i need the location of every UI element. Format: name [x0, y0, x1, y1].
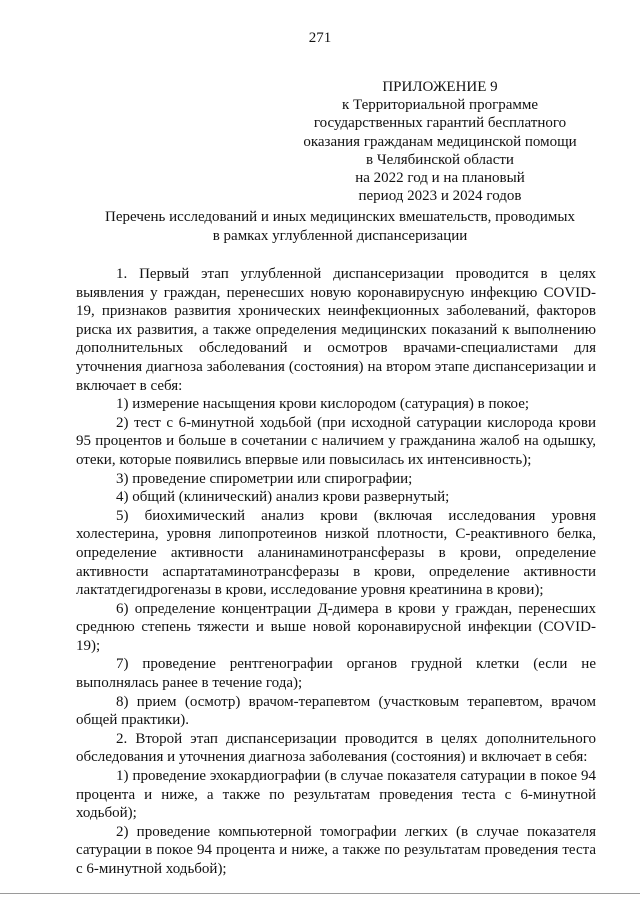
title-line: в рамках углубленной диспансеризации — [212, 227, 468, 244]
appendix-line: в Челябинской области — [366, 151, 514, 168]
paragraph-item: 4) общий (клинический) анализ крови развернутый; — [116, 489, 450, 506]
paragraph-item: 8) прием (осмотр) врачом-терапевтом (участковым терапевтом, врачом общей практики). — [76, 693, 596, 729]
paragraph-stage-1-intro: 1. Первый этап углубленной диспансеризации проводится в целях выявления у граждан, перенесших новую коронавирусную инфекцию COVID-19, признаков развития хронических неинфекционных заболеваний, факторов риска их развития, а также определения медицинских показаний к выполнению дополнительных обследований и осмотров врачами-специалистами для уточнения диагноза заболевания (состояния) на втором этапе диспансеризации и включает в себя: — [76, 266, 596, 394]
paragraph-item: 2) тест с 6-минутной ходьбой (при исходной сатурации кислорода крови 95 процентов и больше в сочетании с наличием у гражданина жалоб на одышку, отеки, которые появились впервые или повысилась их интенсивность); — [76, 414, 596, 468]
page-number: 271 — [308, 30, 332, 46]
appendix-line: период 2023 и 2024 годов — [358, 188, 522, 205]
paragraph-stage-2-intro: 2. Второй этап диспансеризации проводится в целях дополнительного обследования и уточнения диагноза заболевания (состояния) и включает в себя: — [76, 730, 596, 766]
appendix-line: на 2022 год и на плановый — [355, 170, 525, 187]
document-title — [60, 208, 620, 245]
paragraph-item: 6) определение концентрации Д-димера в крови у граждан, перенесших среднюю степень тяжести и выше новой коронавирусной инфекции (COVID-19); — [76, 600, 596, 654]
paragraph-item: 3) проведение спирометрии или спирографии; — [116, 470, 413, 487]
title-line: Перечень исследований и иных медицинских вмешательств, проводимых — [105, 209, 575, 225]
paragraph-item: 7) проведение рентгенографии органов грудной клетки (если не выполнялась ранее в течение года); — [76, 656, 596, 692]
paragraph-item: 1) измерение насыщения крови кислородом (сатурация) в покое; — [116, 396, 530, 413]
appendix-line: государственных гарантий бесплатного — [313, 115, 567, 132]
paragraph-item: 5) биохимический анализ крови (включая исследования уровня холестерина, уровня липопротеинов низкой плотности, С-реактивного белка, определение активности аланинаминотрансферазы в крови, определение активности аспартатаминотрансферазы в крови, определение активности лактатдегидрогеназы в крови, исследование уровня креатинина в крови); — [76, 507, 596, 599]
appendix-line: ПРИЛОЖЕНИЕ 9 — [382, 79, 498, 95]
paragraph-item: 1) проведение эхокардиографии (в случае показателя сатурации в покое 94 процента и ниже, а также по результатам проведения теста с 6-минутной ходьбой); — [76, 768, 596, 822]
appendix-heading — [290, 78, 590, 205]
footer-divider — [0, 893, 640, 894]
appendix-line: к Территориальной программе — [341, 97, 539, 114]
document-body — [76, 265, 596, 879]
paragraph-item: 2) проведение компьютерной томографии легких (в случае показателя сатурации в покое 94 процента и ниже, а также по результатам проведения теста с 6-минутной ходьбой); — [76, 823, 596, 877]
appendix-line: оказания гражданам медицинской помощи — [303, 133, 577, 150]
